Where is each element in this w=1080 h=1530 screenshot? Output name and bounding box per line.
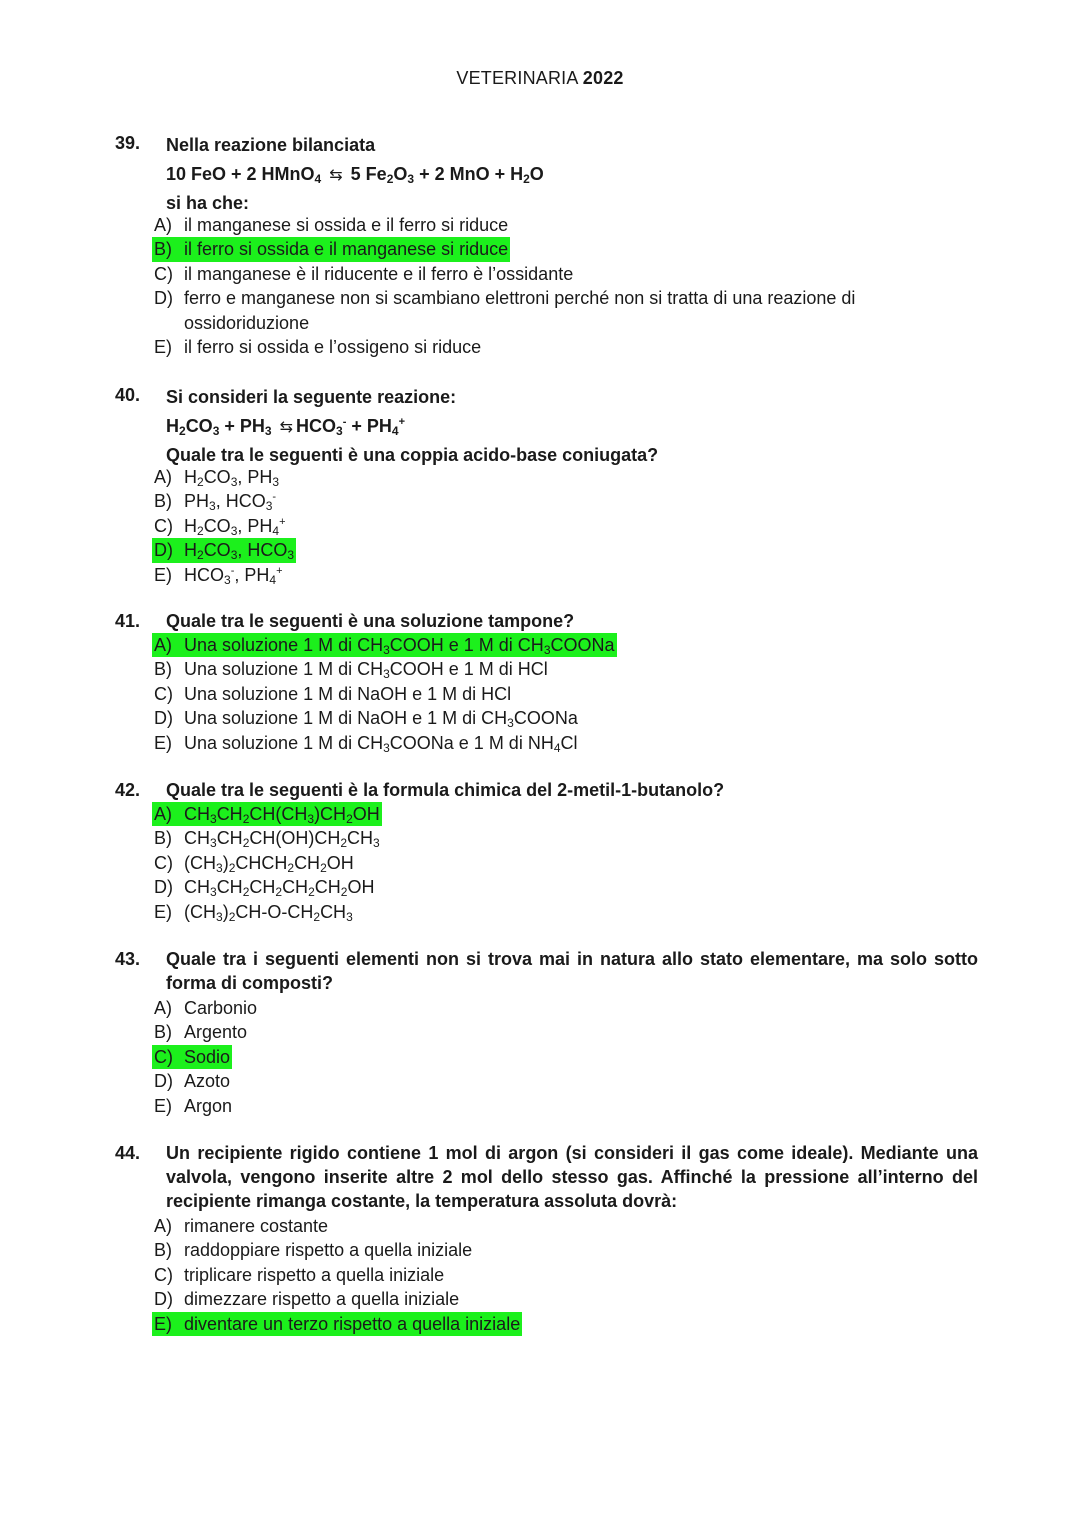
answer-text: triplicare rispetto a quella iniziale: [184, 1264, 445, 1285]
answer-option-body: [152, 1238, 474, 1262]
answer-option-e[interactable]: [152, 335, 982, 359]
answer-text: $(CH_3)_2CH-O-CH_2CH_3$: [184, 901, 353, 924]
answer-option-b-correct[interactable]: [152, 237, 982, 261]
answer-option-body: [152, 1312, 522, 1336]
answer-option-e-correct[interactable]: [152, 1312, 982, 1336]
question-number: 40.: [115, 385, 141, 405]
question-text: Quale tra le seguenti è la formula chimica del 2-metil-1-butanolo?: [166, 780, 725, 800]
answer-letter: D): [154, 708, 173, 729]
answer-letter: A): [154, 804, 172, 824]
answer-option-e[interactable]: [152, 900, 982, 924]
answer-option-d[interactable]: [152, 1069, 982, 1093]
answer-letter: D): [154, 288, 173, 309]
question-number: 39.: [115, 133, 141, 153]
answer-option-body: [152, 1214, 330, 1238]
answer-letter: D): [154, 1289, 173, 1310]
answer-letter: A): [154, 998, 172, 1018]
answer-letter: E): [154, 1313, 172, 1334]
answer-text: raddoppiare rispetto a quella iniziale: [184, 1240, 473, 1261]
answer-text: Sodio: [184, 1046, 231, 1067]
answer-option-body: [152, 875, 376, 899]
answer-letter: D): [154, 877, 173, 898]
answer-letter: D): [154, 540, 173, 561]
answer-letter: A): [154, 467, 172, 487]
answer-letter: B): [154, 828, 172, 849]
answer-option-body: [152, 563, 285, 587]
answer-option-body: [152, 213, 510, 237]
answer-letter: A): [154, 215, 172, 235]
answer-text: $CH_3CH_2CH(CH_3)CH_2OH$: [184, 804, 380, 826]
answer-option-body: [152, 682, 513, 706]
answer-text: $HCO_3^-$, $PH_4^+$: [184, 564, 283, 587]
answer-text: il manganese è il riducente e il ferro è l’ossidante: [184, 263, 574, 284]
answer-options: [152, 802, 982, 924]
answer-text: Una soluzione 1 M di $CH_3COONa$ e 1 M di $NH_4Cl$: [184, 732, 578, 755]
answer-text: il ferro si ossida e l’ossigeno si riduce: [184, 336, 482, 357]
question-text: Quale tra i seguenti elementi non si trova mai in natura allo stato elementare, ma solo sotto forma di composti?: [166, 949, 978, 993]
question-text: Un recipiente rigido contiene 1 mol di argon (si consideri il gas come ideale). Mediante una valvola, vengono inserite altre 2 mol dello stesso gas. Affinché la pressione all’interno del recipiente rimanga costante, la temperatura assoluta dovrà:: [166, 1143, 978, 1211]
answer-text: $CH_3CH_2CH_2CH_2CH_2OH$: [184, 877, 375, 900]
answer-text: diventare un terzo rispetto a quella iniziale: [184, 1313, 521, 1334]
page-header: [0, 68, 1080, 89]
question-stem: [166, 383, 978, 470]
answer-text: Argon: [184, 1095, 233, 1116]
answer-option-body: [152, 237, 510, 261]
answer-text: dimezzare rispetto a quella iniziale: [184, 1289, 460, 1310]
answer-option-body: [152, 633, 617, 657]
answer-option-c[interactable]: [152, 682, 982, 706]
answer-text: Una soluzione 1 M di NaOH e 1 M di HCl: [184, 683, 512, 704]
answer-letter: B): [154, 1240, 172, 1261]
answer-option-b[interactable]: [152, 1238, 982, 1262]
answer-letter: D): [154, 1071, 173, 1092]
answer-option-a[interactable]: [152, 996, 982, 1020]
answer-text: Carbonio: [184, 998, 258, 1018]
answer-option-body: [152, 489, 278, 513]
answer-options: [152, 465, 982, 587]
answer-letter: C): [154, 263, 173, 284]
answer-option-a[interactable]: [152, 213, 982, 237]
answer-option-body: [152, 851, 356, 875]
answer-text: $(CH_3)_2CHCH_2CH_2OH$: [184, 852, 354, 875]
answer-option-body: [152, 900, 355, 924]
question-number: 42.: [115, 780, 141, 800]
answer-letter: C): [154, 515, 173, 536]
question-text: Si consideri la seguente reazione:: [166, 387, 457, 407]
answer-option-c-correct[interactable]: [152, 1045, 982, 1069]
question-stem: [166, 947, 978, 995]
answer-letter: E): [154, 901, 172, 922]
answer-text: il manganese si ossida e il ferro si riduce: [184, 215, 509, 235]
answer-option-c[interactable]: [152, 262, 982, 286]
answer-option-body: [152, 1045, 232, 1069]
answer-option-b[interactable]: [152, 657, 982, 681]
answer-text: $CH_3CH_2CH(OH)CH_2CH_3$: [184, 828, 380, 851]
answer-option-body: [152, 1263, 446, 1287]
answer-letter: C): [154, 1046, 173, 1067]
question-text: Quale tra le seguenti è una soluzione tampone?: [166, 611, 575, 631]
answer-option-e[interactable]: [152, 1094, 982, 1118]
answer-option-body: [152, 538, 296, 562]
answer-option-body: [152, 802, 382, 826]
answer-letter: B): [154, 659, 172, 680]
answer-letter: B): [154, 239, 172, 260]
answer-letter: C): [154, 852, 173, 873]
question-stem: [166, 1141, 978, 1213]
answer-options: [152, 996, 982, 1118]
answer-options: [152, 213, 982, 359]
answer-option-d[interactable]: [152, 286, 982, 335]
reaction-equation: 10 FeO + 2 HMnO$_4$ ⇆ 5 $Fe_2O_3 + 2$ MnO + $H_2O$: [166, 164, 544, 186]
answer-option-d[interactable]: [152, 706, 982, 730]
answer-text: Una soluzione 1 M di NaOH e 1 M di $CH_3COONa$: [184, 708, 578, 731]
answer-text: rimanere costante: [184, 1216, 329, 1236]
question-stem: [166, 131, 978, 218]
question-stem: [166, 778, 978, 802]
answer-text: Una soluzione 1 M di $CH_3COOH$ e 1 M di HCl: [184, 659, 548, 682]
answer-option-d-correct[interactable]: [152, 538, 982, 562]
question-number: 44.: [115, 1143, 141, 1163]
answer-text: Argento: [184, 1022, 248, 1043]
question-number: 43.: [115, 949, 141, 969]
answer-letter: B): [154, 1022, 172, 1043]
answer-text: $H_2CO_3$, $HCO_3$: [184, 540, 295, 563]
answer-letter: E): [154, 336, 172, 357]
answer-option-body: [152, 731, 580, 755]
question-number: 41.: [115, 611, 141, 631]
answer-option-a-correct[interactable]: [152, 633, 982, 657]
answer-option-a[interactable]: [152, 1214, 982, 1238]
answer-option-body: [152, 1069, 232, 1093]
answer-option-e[interactable]: [152, 731, 982, 755]
answer-text: $H_2CO_3$, $PH_4^+$: [184, 515, 286, 538]
answer-option-b[interactable]: [152, 1020, 982, 1044]
answer-option-body: [152, 826, 382, 850]
answer-option-b[interactable]: [152, 489, 982, 513]
answer-letter: B): [154, 491, 172, 512]
answer-letter: C): [154, 1264, 173, 1285]
answer-option-c[interactable]: [152, 1263, 982, 1287]
answer-option-body: [152, 706, 580, 730]
answer-text: Azoto: [184, 1071, 231, 1092]
answer-option-body: [152, 262, 575, 286]
answer-text: il ferro si ossida e il manganese si riduce: [184, 239, 509, 260]
answer-option-body: [152, 286, 886, 335]
answer-option-body: [152, 335, 483, 359]
answer-options: [152, 633, 982, 755]
question-text: si ha che:: [166, 193, 250, 213]
answer-letter: A): [154, 635, 172, 655]
answer-option-body: [152, 465, 281, 489]
answer-letter: E): [154, 1095, 172, 1116]
answer-options: [152, 1214, 982, 1336]
answer-text: ferro e manganese non si scambiano elettroni perché non si tratta di una reazione di ossidoriduzione: [184, 288, 856, 333]
question-stem: [166, 609, 978, 633]
answer-option-body: [152, 1020, 249, 1044]
answer-option-b[interactable]: [152, 826, 982, 850]
answer-letter: A): [154, 1216, 172, 1236]
answer-text: $H_2CO_3$, $PH_3$: [184, 467, 280, 489]
answer-option-d[interactable]: [152, 875, 982, 899]
answer-option-body: [152, 996, 259, 1020]
header-title-prefix: VETERINARIA: [456, 68, 583, 88]
answer-option-a[interactable]: [152, 465, 982, 489]
answer-option-a-correct[interactable]: [152, 802, 982, 826]
question-text: Quale tra le seguenti è una coppia acido-base coniugata?: [166, 445, 659, 465]
answer-letter: C): [154, 683, 173, 704]
answer-option-body: [152, 1094, 234, 1118]
answer-option-e[interactable]: [152, 563, 982, 587]
answer-option-body: [152, 514, 288, 538]
answer-option-c[interactable]: [152, 514, 982, 538]
answer-text: Una soluzione 1 M di $CH_3COOH$ e 1 M di $CH_3COONa$: [184, 635, 615, 657]
reaction-equation: $H_2CO_3 + PH_3$ ⇆ $HCO_3^- + PH_4^+$: [166, 416, 406, 438]
answer-option-c[interactable]: [152, 851, 982, 875]
answer-letter: E): [154, 732, 172, 753]
answer-option-d[interactable]: [152, 1287, 982, 1311]
header-title-year: 2022: [582, 68, 624, 88]
answer-text: $PH_3$, $HCO_3^-$: [184, 491, 277, 514]
question-text: Nella reazione bilanciata: [166, 135, 376, 155]
answer-option-body: [152, 1287, 461, 1311]
answer-letter: E): [154, 564, 172, 585]
answer-option-body: [152, 657, 550, 681]
